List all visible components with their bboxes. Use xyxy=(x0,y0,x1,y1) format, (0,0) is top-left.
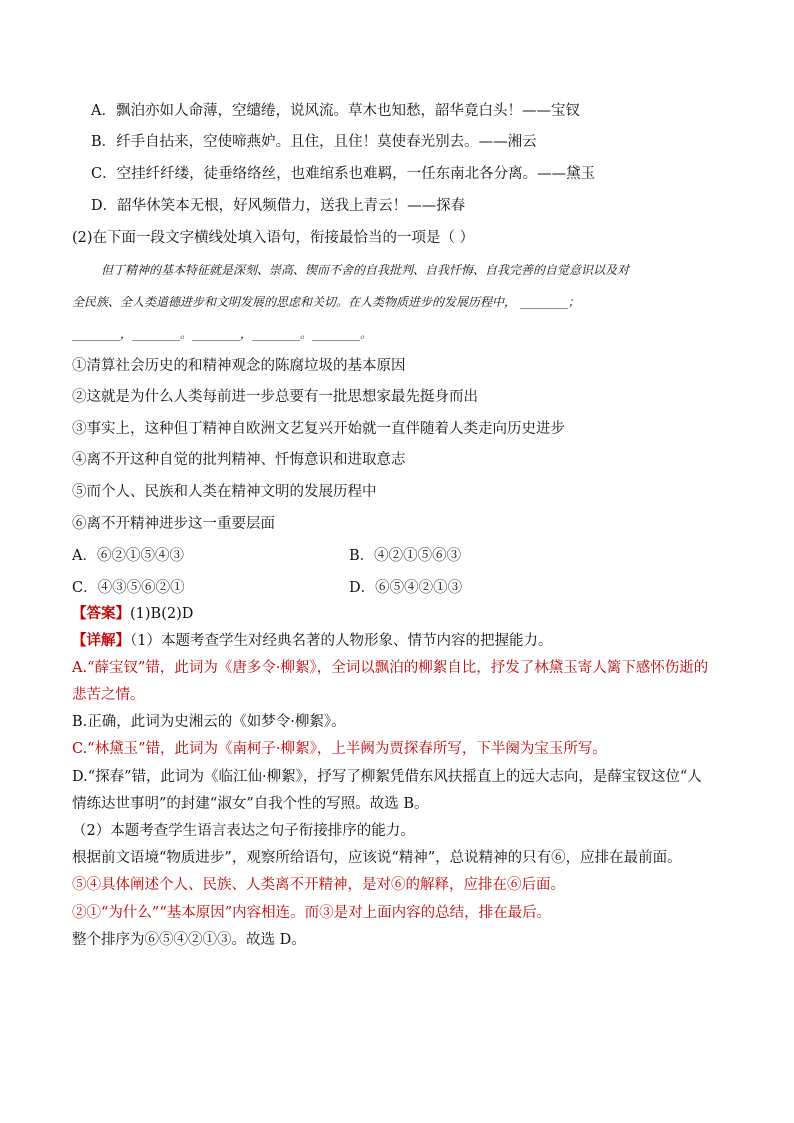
explanation-p2-line3: ②①“为什么”“基本原因”内容相连。而③是对上面内容的总结，排在最后。 xyxy=(72,905,552,921)
q2-item-4: ④离不开这种自觉的批判精神、忏悔意识和进取意志 xyxy=(72,452,406,468)
explanation-d-line1: D.“探春”错，此词为《临江仙·柳絮》，抒写了柳絮凭借东风扶摇直上的远大志向，是薛宝钗这位“人 xyxy=(72,769,702,785)
q2-item-5: ⑤而个人、民族和人类在精神文明的发展历程中 xyxy=(72,484,377,500)
explanation-header xyxy=(72,631,552,651)
q2-passage-line3: ________，________。________，________。________。 xyxy=(72,327,373,341)
q1-option-c: C．空挂纤纤缕，徒垂络络丝，也难绾系也难羁，一任东南北各分离。——黛玉 xyxy=(91,166,596,182)
explanation-intro: （1）本题考查学生对经典名著的人物形象、情节内容的把握能力。 xyxy=(130,633,553,649)
explanation-part2-intro: （2）本题考查学生语言表达之句子衔接排序的能力。 xyxy=(72,823,415,839)
explanation-p2-line1: 根据前文语境“物质进步”，观察所给语句，应该说“精神”，总说精神的只有⑥，应排在最前面。 xyxy=(72,850,682,866)
explanation-d-line2: 情练达世事明”的封建“淑女”自我个性的写照。故选 B。 xyxy=(72,796,429,812)
q2-choice-a: A．⑥②①⑤④③ xyxy=(72,548,184,564)
explanation-b-line: B.正确，此词为史湘云的《如梦令·柳絮》。 xyxy=(72,714,346,730)
explanation-a-line2: 悲苦之情。 xyxy=(72,687,145,703)
q2-passage-line2: 全民族、全人类道德进步和文明发展的思虑和关切。在人类物质进步的发展历程中， ________； xyxy=(72,295,580,309)
explanation-c-line: C.“林黛玉”错，此词为《南柯子·柳絮》，上半阙为贾探春所写，下半阕为宝玉所写。 xyxy=(72,741,607,757)
q2-choice-b: B．④②①⑤⑥③ xyxy=(349,548,462,564)
explanation-a-line1: A.“薛宝钗”错，此词为《唐多令·柳絮》，全词以飘泊的柳絮自比，抒发了林黛玉寄人篱下感怀伤逝的 xyxy=(72,660,709,676)
explanation-p2-line2: ⑤④具体阐述个人、民族、人类离不开精神，是对⑥的解释，应排在⑥后面。 xyxy=(72,877,565,893)
q2-stem: (2)在下面一段文字横线处填入语句，衔接最恰当的一项是（ ） xyxy=(72,230,475,246)
q2-passage-line1: 但丁精神的基本特征就是深刻、崇高、锲而不舍的自我批判、自我忏悔、自我完善的自觉意识以及对 xyxy=(101,263,630,277)
q2-item-1: ①清算社会历史的和精神观念的陈腐垃圾的基本原因 xyxy=(72,358,406,374)
q2-item-6: ⑥离不开精神进步这一重要层面 xyxy=(72,516,275,532)
explanation-label: 【详解】 xyxy=(72,632,130,649)
q2-item-2: ②这就是为什么人类每前进一步总要有一批思想家最先挺身而出 xyxy=(72,389,478,405)
explanation-p2-line4: 整个排序为⑥⑤④②①③。故选 D。 xyxy=(72,932,306,948)
answer-label: 【答案】 xyxy=(72,605,130,622)
q1-option-a: A．飘泊亦如人命薄，空缱绻，说风流。草木也知愁，韶华竟白头！——宝钗 xyxy=(91,103,580,119)
answer-value: (1)B(2)D xyxy=(130,606,194,622)
q2-choice-d: D．⑥⑤④②①③ xyxy=(349,580,463,596)
q2-item-3: ③事实上，这种但丁精神自欧洲文艺复兴开始就一直伴随着人类走向历史进步 xyxy=(72,421,565,437)
q1-option-b: B．纤手自拈来，空使啼燕妒。且住，且住！莫使春光别去。——湘云 xyxy=(91,134,537,150)
q2-choice-c: C．④③⑤⑥②① xyxy=(72,580,185,596)
q1-option-d: D．韶华休笑本无根，好风频借力，送我上青云！——探春 xyxy=(91,198,466,214)
answer-line xyxy=(72,604,193,624)
